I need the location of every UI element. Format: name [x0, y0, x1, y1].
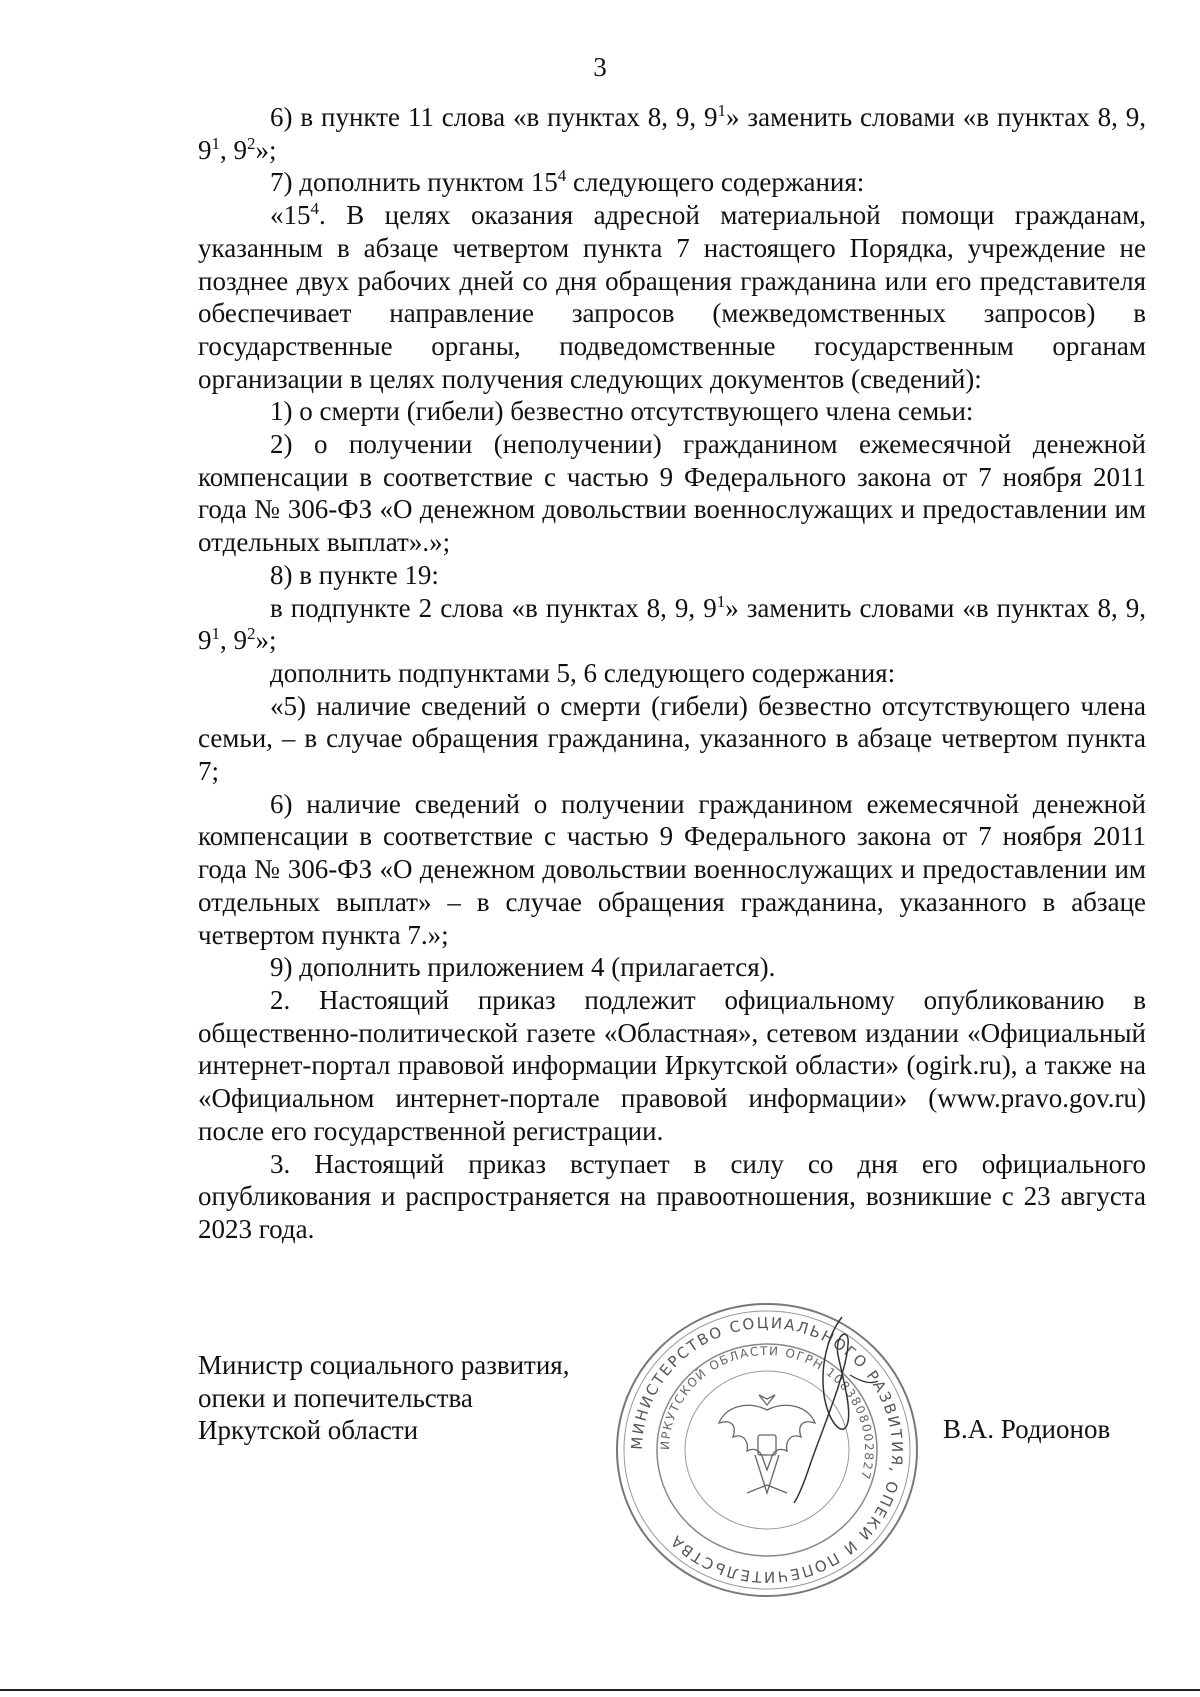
paragraph-add-appendix-4 [198, 951, 1146, 984]
paragraph-subitem-1-death [198, 395, 1146, 428]
document-body [198, 101, 1146, 1246]
signer-name: В.А. Родионов [943, 1414, 1111, 1444]
superscript-index: 1 [717, 101, 727, 120]
paragraph-amend-item-11 [198, 101, 1146, 166]
seal-outer-text: МИНИСТЕРСТВО СОЦИАЛЬНОГО РАЗВИТИЯ, ОПЕКИ И ПОПЕЧИТЕЛЬСТВА [627, 1313, 907, 1587]
paragraph-text: в подпункте 2 слова «в пунктах 8, 9, 9 [270, 592, 717, 623]
superscript-index: 4 [557, 166, 567, 186]
paragraph-text: дополнить подпунктами 5, 6 следующего содержания: [270, 657, 896, 688]
paragraph-effective-date [198, 1148, 1146, 1246]
superscript-index: 1 [716, 591, 726, 611]
paragraph-publication [198, 984, 1146, 1148]
signer-title-line: Министр социального развития, [198, 1350, 570, 1380]
paragraph-text: . В целях оказания адресной материальной помощи гражданам, указанным в абзаце четвертом пункта 7 настоящего Порядка, учреждение не позднее двух рабочих дней со дня обращения гражданина или его представителя обеспечивает направление запросов (межведомственных запросов) в государственные органы, подведомственные государственным органам организации в целях получения следующих документов (сведений): [198, 200, 1146, 394]
paragraph-item-15-4-text [198, 199, 1146, 395]
paragraph-text: 6) наличие сведений о получении гражданином ежемесячной денежной компенсации в соответствие с частью 9 Федерального закона от 7 ноября 2011 года № 306-ФЗ «О денежном довольствии военнослужащих и предоставлении им отдельных выплат» – в случае обращения гражданина, указанного в абзаце четвертом пункта 7.»; [198, 788, 1146, 950]
signer-title-line: опеки и попечительства [198, 1382, 473, 1413]
page-number: 3 [593, 52, 607, 82]
superscript-index: 2 [247, 133, 256, 153]
bottom-edge-line [0, 1689, 1200, 1691]
paragraph-text: 3. Настоящий приказ вступает в силу со дня его официального опубликования и распространяется на правоотношения, возникшие с 23 августа 2023 года. [198, 1148, 1146, 1244]
paragraph-text: 7) дополнить пунктом 15 [270, 167, 558, 198]
seal-inner-text: ИРКУТСКОЙ ОБЛАСТИ ОГРН 1083808002827 [657, 1343, 877, 1483]
paragraph-text: »; [255, 134, 277, 165]
paragraph-text: »; [255, 625, 277, 656]
paragraph-add-item-15-4 [198, 166, 1146, 199]
paragraph-subitem-6 [198, 788, 1146, 952]
paragraph-text: 8) в пункте 19: [270, 559, 439, 590]
paragraph-text: 2) о получении (неполучении) гражданином ежемесячной денежной компенсации в соответствие с частью 9 Федерального закона от 7 ноября 2011 года № 306-ФЗ «О денежном довольствии военнослужащих и предоставлении им отдельных выплат».»; [198, 429, 1146, 558]
signer-title [198, 1349, 569, 1447]
paragraph-text: » заменить словами «в пунктах 8, 9, 9 [198, 592, 1146, 656]
superscript-index: 1 [211, 133, 220, 153]
paragraph-text: 6) в пункте 11 слова «в пунктах 8, 9, 9 [270, 102, 718, 132]
paragraph-add-subitems-5-6 [198, 657, 1146, 690]
paragraph-text: , 9 [220, 134, 247, 165]
paragraph-text: 2. Настоящий приказ подлежит официальному опубликованию в общественно-политической газете «Областная», сетевом издании «Официальный интернет-портал правовой информации Иркутской области» (ogirk.ru), а также на «Официальном интернет-портале правовой информации» (www.pravo.gov.ru) после его государственной регистрации. [198, 984, 1146, 1146]
paragraph-text: следующего содержания: [566, 167, 865, 198]
paragraph-subitem-2-replace [198, 592, 1146, 657]
paragraph-subitem-5 [198, 690, 1146, 788]
paragraph-item-19 [198, 559, 1146, 592]
paragraph-subitem-2-compensation [198, 428, 1146, 559]
signer-title-line: Иркутской области [198, 1415, 419, 1445]
superscript-index: 1 [211, 624, 220, 644]
paragraph-text: 1) о смерти (гибели) безвестно отсутствующего члена семьи: [270, 396, 974, 427]
superscript-index: 2 [247, 624, 256, 644]
superscript-index: 4 [310, 199, 319, 219]
paragraph-text: «15 [270, 200, 311, 231]
paragraph-text: , 9 [220, 625, 247, 656]
paragraph-text: » заменить словами «в пунктах 8, 9, 9 [198, 102, 1146, 165]
paragraph-text: 9) дополнить приложением 4 (прилагается). [270, 952, 776, 983]
handwritten-signature [780, 1315, 880, 1505]
paragraph-text: «5) наличие сведений о смерти (гибели) безвестно отсутствующего члена семьи, – в случае обращения гражданина, указанного в абзаце четвертом пункта 7; [198, 690, 1146, 787]
